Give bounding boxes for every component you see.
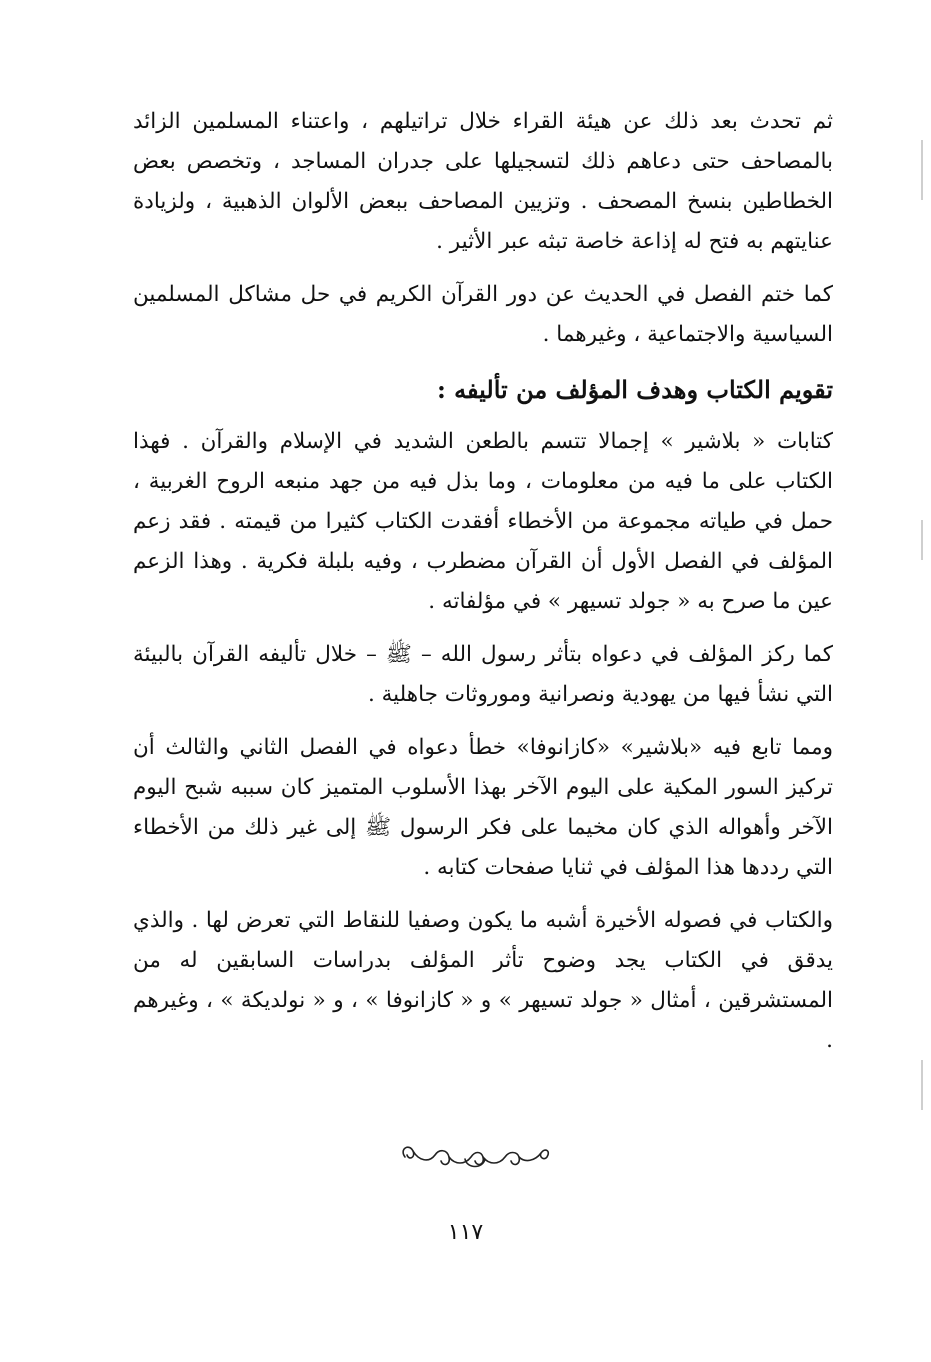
paragraph-5: ومما تابع فيه «بلاشير» «كازانوفا» خطأ دعواه في الفصل الثاني والثالث أن تركيز السور المكية على اليوم الآخر بهذا الأسلوب المتميز كان سببه شبح اليوم الآخر وأهواله الذي كان مخيما على فكر الرسول ﷺ إلى غير ذلك من الأخطاء التي رددها هذا المؤلف في ثنايا صفحات كتابه .	[133, 735, 833, 880]
page-edge-mark	[921, 1060, 923, 1110]
page-edge-mark	[921, 140, 923, 200]
section-heading: تقويم الكتاب وهدف المؤلف من تأليفه :	[436, 375, 833, 404]
paragraph-3: كتابات « بلاشير » إجمالا تتسم بالطعن الشديد في الإسلام والقرآن . فهذا الكتاب على ما فيه من معلومات ، وما بذل فيه من جهد منبعه الروح الغربية ، حمل في طياته مجموعة من الأخطاء أفقدت الكتاب كثيرا من قيمته . فقد زعم المؤلف في الفصل الأول أن القرآن مضطرب ، وفيه بلبلة فكرية . وهذا الزعم عين ما صرح به « جولد تسيهر » في مؤلفاته .	[133, 429, 833, 614]
page-number: ١١٧	[447, 1220, 484, 1245]
paragraph-6: والكتاب في فصوله الأخيرة أشبه ما يكون وصفيا للنقاط التي تعرض لها . والذي يدقق في الكتاب يجد وضوح تأثر المؤلف بدراسات السابقين له من المستشرقين ، أمثال « جولد تسيهر » و « كازانوفا » ، و « نولديكة » ، وغيرهم .	[133, 908, 833, 1053]
paragraph-4: كما ركز المؤلف في دعواه بتأثر رسول الله – ﷺ – خلال تأليفه القرآن بالبيئة التي نشأ فيها من يهودية ونصرانية وموروثات جاهلية .	[133, 642, 833, 707]
paragraph-1: ثم تحدث بعد ذلك عن هيئة القراء خلال تراتيلهم ، واعتناء المسلمين الزائد بالمصاحف حتى دعاهم ذلك لتسجيلها على جدران المساجد ، وتخصص بعض الخطاطين بنسخ المصحف . وتزيين المصاحف ببعض الألوان الذهبية ، ولزيادة عنايتهم به فتح له إذاعة خاصة تبثه عبر الأثير .	[133, 109, 833, 254]
page-edge-mark	[921, 520, 923, 560]
body-text	[133, 102, 833, 1074]
paragraph-2: كما ختم الفصل في الحديث عن دور القرآن الكريم في حل مشاكل المسلمين السياسية والاجتماعية ، وغيرهما .	[133, 282, 833, 347]
decorative-flourish-icon	[395, 1135, 555, 1177]
